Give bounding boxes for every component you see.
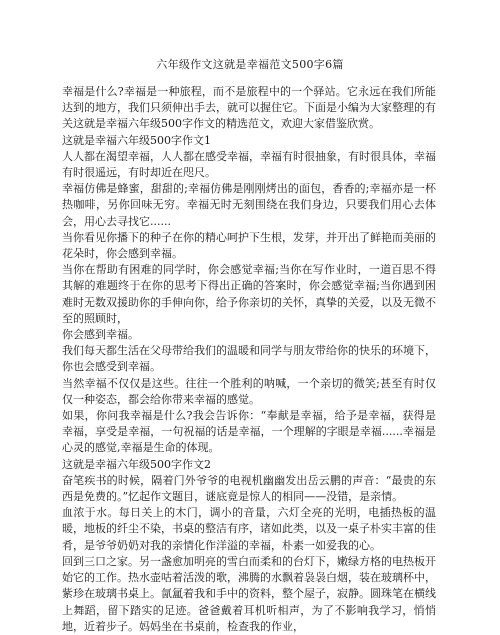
section-heading-2: 这就是幸福六年级500字作文2	[62, 457, 211, 471]
document-body	[62, 84, 436, 635]
section2-paragraph: 奋笔疾书的时候，隔着门外爷爷的电视机幽幽发出岳云鹏的声音：“最贵的东西是免费的。”忆起作文题目，谜底竟是惊人的相同——没错，是亲情。	[62, 473, 436, 504]
section1-paragraph: 你会感到幸福。	[62, 328, 139, 342]
section1-paragraph: 我们每天都生活在父母带给我们的温暖和同学与朋友带给你的快乐的环境下，你也会感受到幸福。	[62, 344, 436, 374]
section1-paragraph: 幸福仿佛是蜂蜜，甜甜的;幸福仿佛是刚刚烤出的面包，香香的;幸福亦是一杯热咖啡，另你回味无穷。幸福无时无刻围绕在我们身边，只要我们用心去体会，用心去寻找它......	[62, 182, 436, 228]
intro-paragraph: 幸福是什么?幸福是一种旅程，而不是旅程中的一个驿站。它永远在我们所能达到的地方，我们只须伸出手去，就可以握住它。下面是小编为大家整理的有关这就是幸福六年级500字作文的精选范文，欢迎大家借鉴欣赏。	[62, 85, 436, 131]
section1-paragraph: 如果，你问我幸福是什么?我会告诉你：“奉献是幸福，给予是幸福，获得是幸福，享受是幸福，一句祝福的话是幸福，一个理解的字眼是幸福......幸福是心灵的感觉,幸福是生命的体现。	[62, 409, 436, 455]
section1-paragraph: 当然幸福不仅仅是这些。往往一个胜利的呐喊，一个亲切的微笑;甚至有时仅仅一种姿态，都会给你带来幸福的感觉。	[62, 376, 436, 406]
section1-paragraph: 人人都在渴望幸福，人人都在感受幸福，幸福有时很抽象，有时很具体，幸福有时很遥远，有时却近在咫尺。	[62, 149, 436, 180]
section1-paragraph: 当你在帮助有困难的同学时，你会感觉幸福;当你在写作业时，一道百思不得其解的难题终于在你的思考下得出正确的答案时，你会感觉幸福;当你遇到困难时无数双援助你的手伸向你，给予你亲切的关怀，真挚的关爱，以及无微不至的照顾时，	[62, 263, 436, 325]
section2-paragraph: 回到三口之家。另一盏愈加明亮的雪白而柔和的台灯下，嫩绿方格的电热板开始它的工作。热水壶咕着活泼的歌，沸腾的水飘着袅袅白烟，装在玻璃杯中，紫珍在玻璃书桌上。氤氲着我和手中的资料，整个屋子，寂静。圆珠笔在横线上舞蹈，留下踏实的足迹。爸爸戴着耳机听相声，为了不影响我学习，悄悄地，近着步子。妈妈坐在书桌前，检查我的作业，	[62, 554, 436, 633]
section2-paragraph: 血浓于水。每日关上的木门，调小的音量，六灯全亮的光明，电插热板的温暖，地板的纤尘不染，书桌的整洁有序，诸如此类，以及一桌子朴实丰富的佳肴，是爷爷奶奶对我的亲情化作洋溢的幸福，朴素一如爱我的心。	[62, 506, 436, 552]
section-heading-1: 这就是幸福六年级500字作文1	[62, 133, 211, 147]
section1-paragraph: 当你看见你播下的种子在你的精心呵护下生根，发芽，并开出了鲜艳而美丽的花朵时，你会感到幸福。	[62, 230, 436, 261]
document-title: 六年级作文这就是幸福范文500字6篇	[156, 58, 344, 71]
